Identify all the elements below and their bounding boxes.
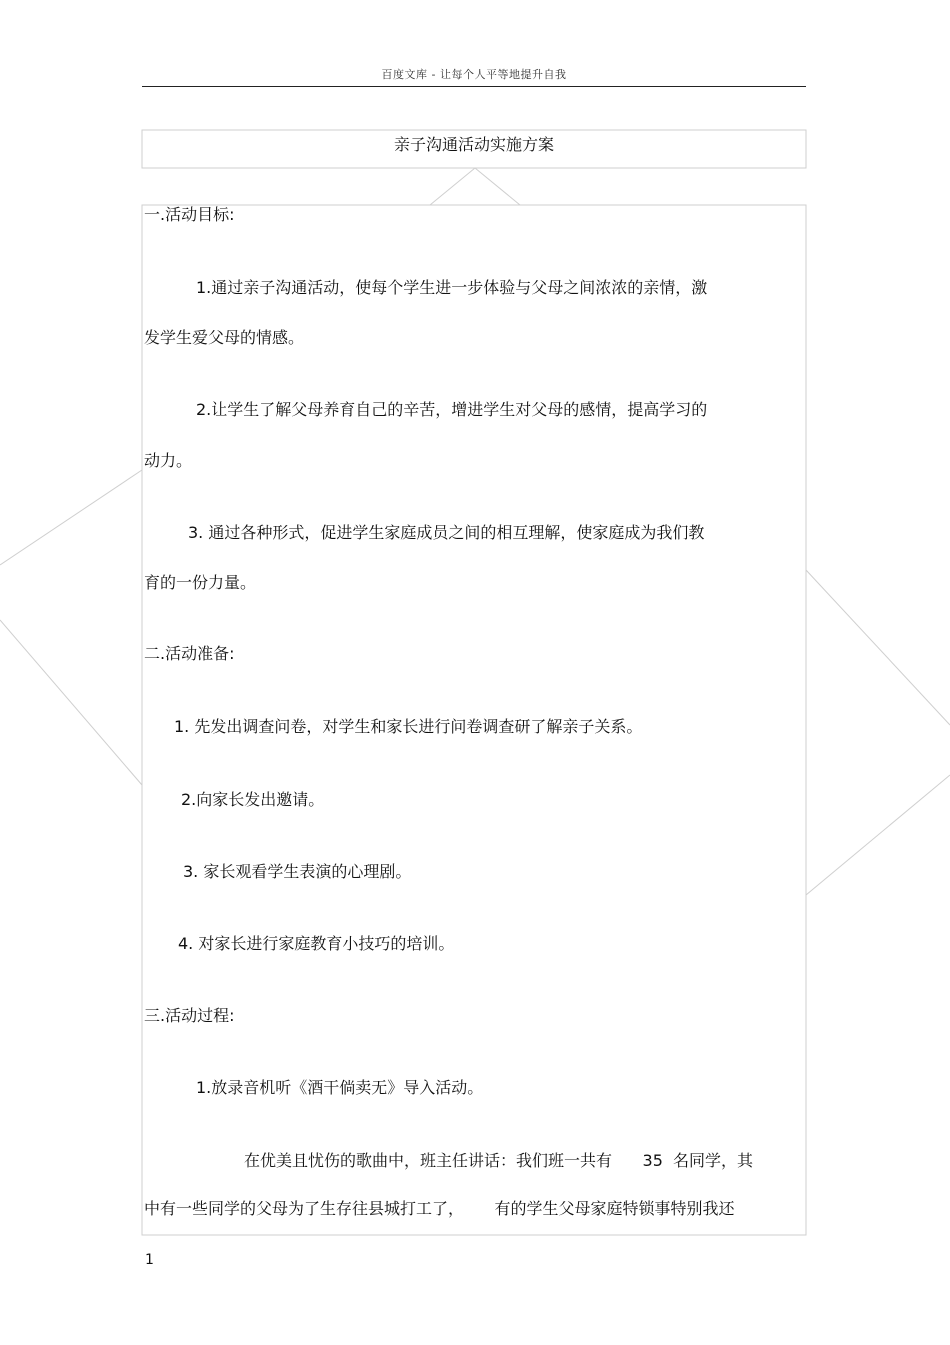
section-heading-preparation: 二.活动准备: bbox=[144, 644, 235, 663]
page-header: 百度文库 - 让每个人平等地提升自我 bbox=[381, 68, 567, 81]
paragraph-line: 3. 通过各种形式，促进学生家庭成员之间的相互理解，使家庭成为我们教 bbox=[188, 523, 705, 542]
list-item: 2.向家长发出邀请。 bbox=[181, 790, 325, 809]
list-item: 4. 对家长进行家庭教育小技巧的培训。 bbox=[178, 934, 455, 953]
paragraph-line: 动力。 bbox=[144, 451, 193, 470]
paragraph-line: 发学生爱父母的情感。 bbox=[144, 328, 305, 347]
paragraph-line: 2.让学生了解父母养育自己的辛苦，增进学生对父母的感情，提高学习的 bbox=[196, 400, 708, 419]
paragraph-line: 育的一份力量。 bbox=[144, 573, 257, 592]
header-rule bbox=[142, 86, 806, 87]
list-item: 3. 家长观看学生表演的心理剧。 bbox=[183, 862, 412, 881]
paragraph-line: 1.通过亲子沟通活动，使每个学生进一步体验与父母之间浓浓的亲情，激 bbox=[196, 278, 708, 297]
section-heading-process: 三.活动过程: bbox=[144, 1006, 235, 1025]
list-item: 1.放录音机听《酒干倘卖无》导入活动。 bbox=[196, 1078, 484, 1097]
page-number: 1 bbox=[145, 1252, 154, 1268]
paragraph-line: 中有一些同学的父母为了生存往县城打工了， 有的学生父母家庭特锁事特别我还 bbox=[144, 1199, 735, 1218]
list-item: 1. 先发出调查问卷，对学生和家长进行问卷调查研了解亲子关系。 bbox=[174, 717, 643, 736]
document-title: 亲子沟通活动实施方案 bbox=[393, 135, 554, 154]
paragraph-line: 在优美且忧伤的歌曲中，班主任讲话：我们班一共有 35 名同学，其 bbox=[244, 1151, 754, 1170]
section-heading-goals: 一.活动目标: bbox=[144, 205, 235, 224]
